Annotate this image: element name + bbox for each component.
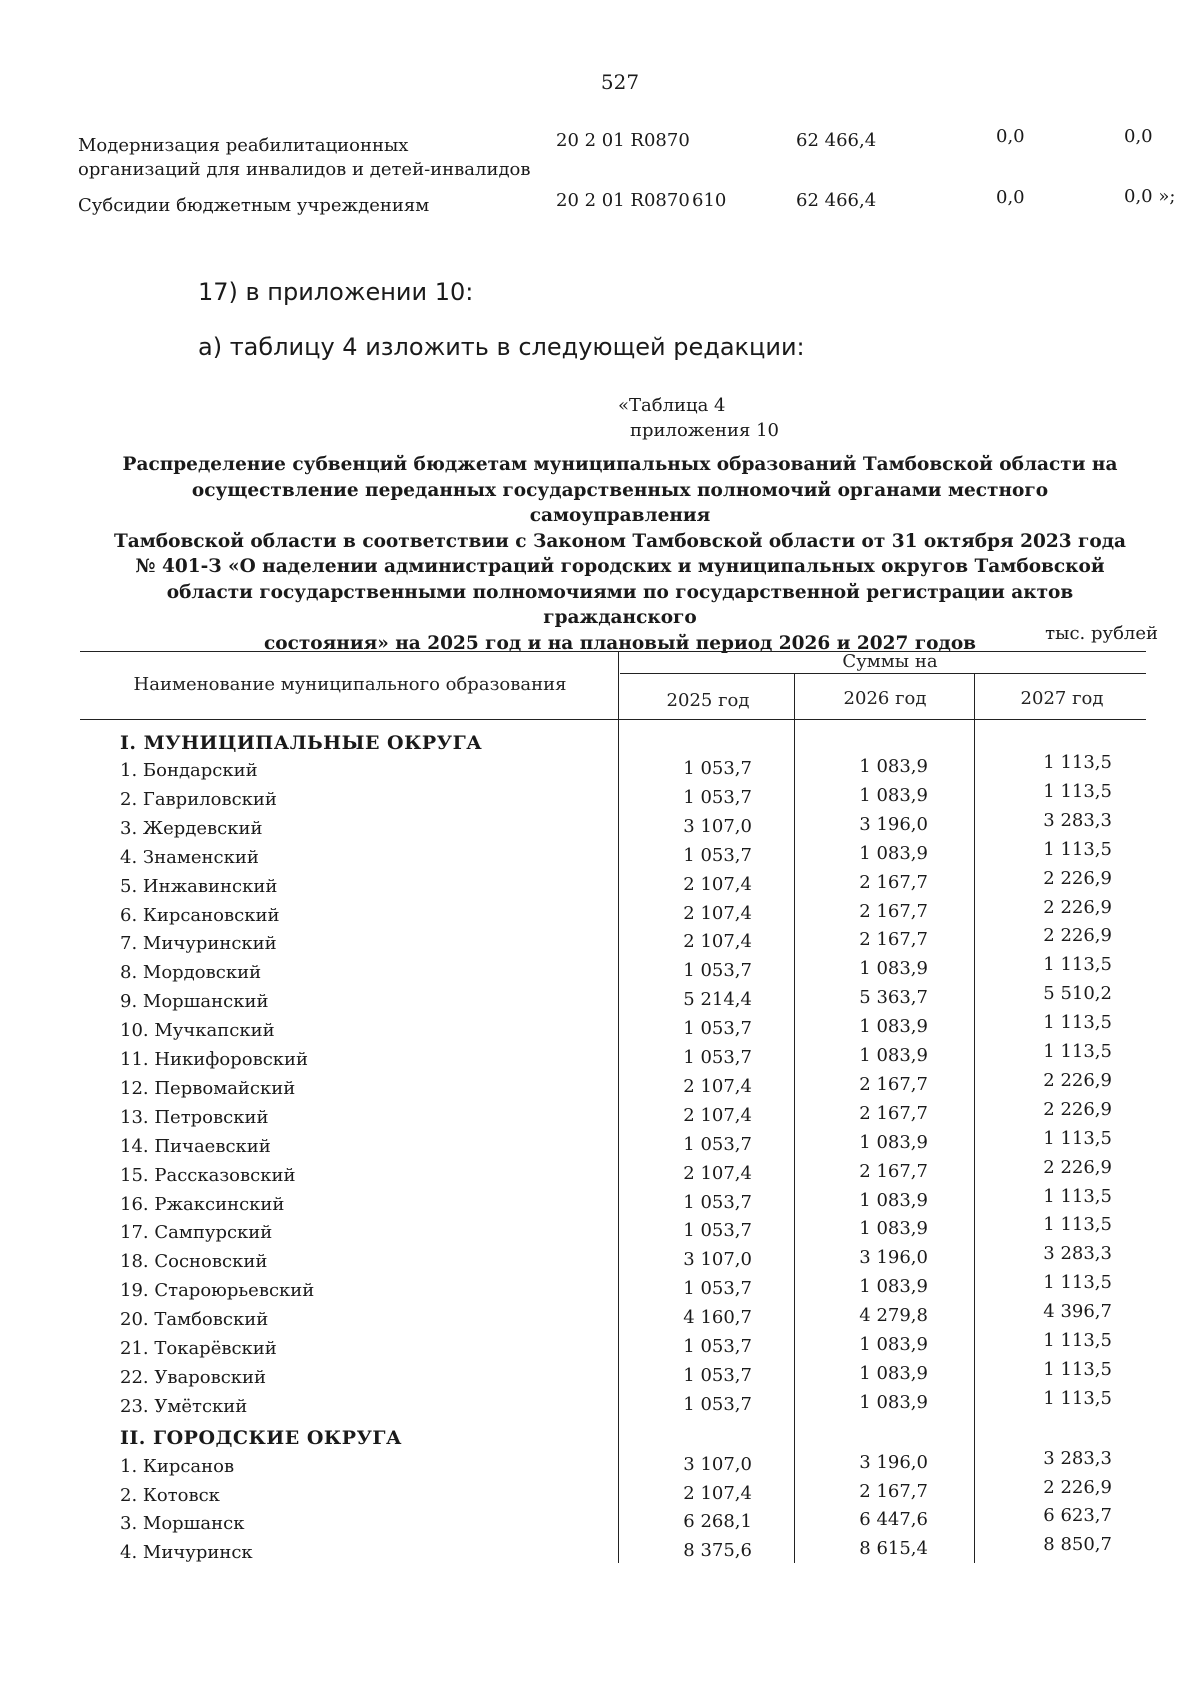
paragraph-item: 17) в приложении 10: [198, 278, 474, 306]
title-line: Тамбовской области в соответствии с Законом Тамбовской области от 31 октября 2023 года [113, 530, 1127, 552]
value-2027: 1 113,5 [1043, 1387, 1112, 1409]
district-name: 3. Моршанск [120, 1513, 245, 1535]
value-2026: 1 083,9 [859, 1189, 928, 1211]
column-header-2027: 2027 год [1020, 688, 1104, 709]
table-row [0, 1243, 1200, 1280]
district-name: 21. Токарёвский [120, 1338, 277, 1359]
value-2026: 1 083,9 [859, 1131, 928, 1153]
document-title [100, 452, 1140, 656]
table-row [0, 1214, 1200, 1251]
table-row [0, 1127, 1200, 1165]
value-2026: 1 083,9 [859, 756, 928, 777]
value-2026: 1 083,9 [859, 1362, 928, 1384]
table-row [0, 983, 1200, 1020]
column-header-sums: Суммы на [842, 651, 938, 672]
value-2027: 1 113,5 [1043, 1185, 1112, 1207]
district-name: 13. Петровский [120, 1106, 269, 1128]
value-2027: 4 396,7 [1043, 1301, 1112, 1323]
value-2025: 2 107,4 [683, 1482, 752, 1504]
section-heading-urban: II. ГОРОДСКИЕ ОКРУГА [120, 1426, 402, 1449]
top-row-name-line2: организаций для инвалидов и детей-инвалидов [78, 159, 531, 180]
value-2027: 2 226,9 [1043, 1156, 1112, 1178]
district-name: 3. Жердевский [120, 817, 263, 839]
value-2025: 1 053,7 [683, 1220, 752, 1242]
table-row [0, 1272, 1200, 1309]
value-2026: 1 083,9 [859, 1334, 928, 1355]
value-2027: 1 113,5 [1043, 954, 1112, 976]
value-2025: 1 053,7 [683, 844, 752, 866]
value-2027: 2 226,9 [1043, 1476, 1112, 1498]
value-2026: 2 167,7 [859, 1073, 928, 1095]
value-2026: 2 167,7 [859, 900, 928, 922]
value-2025: 1 053,7 [683, 758, 752, 779]
table-row [0, 1358, 1200, 1396]
table-row [0, 954, 1200, 991]
top-row-amount: 62 466,4 [796, 190, 877, 211]
table-header-bottom-border [80, 719, 1146, 720]
value-2027: 1 113,5 [1043, 1041, 1112, 1062]
table-row [0, 1156, 1200, 1194]
district-name: 15. Рассказовский [120, 1164, 296, 1186]
value-2026: 1 083,9 [859, 784, 928, 806]
district-name: 5. Инжавинский [120, 875, 278, 897]
value-2026: 1 083,9 [859, 958, 928, 980]
district-name: 20. Тамбовский [120, 1309, 269, 1331]
district-name: 2. Котовск [120, 1484, 220, 1506]
value-2026: 2 167,7 [859, 1160, 928, 1182]
table-caption [618, 393, 779, 443]
value-2026: 1 083,9 [859, 1391, 928, 1413]
value-2025: 3 107,0 [683, 1453, 752, 1475]
title-line: Распределение субвенций бюджетам муниципальных образований Тамбовской области на [122, 454, 1118, 475]
value-2027: 2 226,9 [1043, 1098, 1112, 1120]
district-name: 9. Моршанский [120, 991, 269, 1013]
value-2025: 3 107,0 [683, 1249, 752, 1271]
district-name: 1. Бондарский [120, 760, 258, 781]
value-2025: 3 107,0 [683, 815, 752, 837]
district-name: 17. Сампурский [120, 1222, 273, 1244]
title-line: состояния» на 2025 год и на плановый период 2026 и 2027 годов [263, 632, 977, 654]
value-2025: 2 107,4 [683, 873, 752, 895]
top-row-value-3: 0,0 »; [1124, 186, 1176, 207]
table-row [0, 752, 1200, 789]
table-row [0, 809, 1200, 847]
value-2027: 5 510,2 [1043, 983, 1112, 1005]
table-row [0, 1505, 1200, 1542]
top-row-name-line1: Модернизация реабилитационных [78, 135, 409, 156]
table-row [0, 1041, 1200, 1078]
section-heading-municipal: I. МУНИЦИПАЛЬНЫЕ ОКРУГА [120, 732, 483, 754]
district-name: 4. Знаменский [120, 846, 259, 868]
district-name: 8. Мордовский [120, 962, 262, 984]
title-line: области государственными полномочиями по государственной регистрации актов гражданского [166, 581, 1074, 628]
value-2027: 6 623,7 [1043, 1505, 1112, 1527]
top-row-amount: 62 466,4 [796, 130, 877, 151]
paragraph-subitem: а) таблицу 4 изложить в следующей редакции: [198, 333, 805, 361]
value-2025: 1 053,7 [683, 1047, 752, 1068]
value-2026: 1 083,9 [859, 1045, 928, 1066]
value-2026: 1 083,9 [859, 1016, 928, 1038]
value-2025: 1 053,7 [683, 1278, 752, 1300]
top-row-vr: 610 [692, 190, 727, 211]
column-header-2026: 2026 год [843, 688, 927, 709]
table-row [0, 1012, 1200, 1049]
value-2027: 1 113,5 [1043, 780, 1112, 802]
value-2026: 1 083,9 [859, 842, 928, 864]
table-caption-line1: «Таблица 4 [618, 395, 726, 416]
top-row-name: Субсидии бюджетным учреждениям [78, 195, 430, 216]
district-name: 6. Кирсановский [120, 904, 280, 926]
value-2027: 1 113,5 [1043, 1330, 1112, 1351]
value-2026: 4 279,8 [859, 1305, 928, 1327]
value-2027: 3 283,3 [1043, 1243, 1112, 1265]
district-name: 11. Никифоровский [120, 1049, 309, 1070]
value-2027: 1 113,5 [1043, 1127, 1112, 1149]
unit-label: тыс. рублей [1045, 623, 1158, 644]
title-line: осуществление переданных государственных полномочий органами местного самоуправления [191, 479, 1049, 526]
value-2025: 1 053,7 [683, 1191, 752, 1213]
value-2027: 1 113,5 [1043, 1214, 1112, 1236]
district-name: 18. Сосновский [120, 1251, 268, 1273]
value-2026: 2 167,7 [859, 1480, 928, 1502]
value-2027: 2 226,9 [1043, 867, 1112, 889]
table-row [0, 1476, 1200, 1514]
district-name: 19. Староюрьевский [120, 1280, 315, 1302]
top-row-code: 20 2 01 R0870 [556, 190, 690, 211]
value-2026: 1 083,9 [859, 1218, 928, 1240]
value-2025: 5 214,4 [683, 989, 752, 1011]
table-row [0, 1387, 1200, 1425]
district-name: 4. Мичуринск [120, 1542, 253, 1564]
value-2025: 1 053,7 [683, 786, 752, 808]
table-row [0, 1069, 1200, 1107]
value-2026: 6 447,6 [859, 1509, 928, 1531]
value-2027: 1 113,5 [1043, 752, 1112, 773]
top-row-name [78, 134, 558, 182]
district-name: 7. Мичуринский [120, 933, 277, 955]
value-2027: 3 283,3 [1043, 1447, 1112, 1469]
column-header-2025: 2025 год [666, 690, 750, 711]
title-line: № 401-З «О наделении администраций городских и муниципальных округов Тамбовской [135, 556, 1105, 577]
value-2026: 3 196,0 [859, 1451, 928, 1473]
value-2025: 2 107,4 [683, 1162, 752, 1184]
value-2027: 1 113,5 [1043, 1012, 1112, 1034]
value-2025: 1 053,7 [683, 960, 752, 982]
value-2026: 3 196,0 [859, 813, 928, 835]
value-2027: 8 850,7 [1043, 1534, 1112, 1556]
value-2025: 1 053,7 [683, 1364, 752, 1386]
table-row [0, 780, 1200, 818]
value-2026: 8 615,4 [859, 1538, 928, 1560]
value-2025: 8 375,6 [683, 1540, 752, 1562]
value-2025: 2 107,4 [683, 902, 752, 924]
value-2027: 2 226,9 [1043, 1069, 1112, 1091]
district-name: 16. Ржаксинский [120, 1193, 285, 1215]
table-subheader-border [620, 673, 1146, 674]
table-caption-line2: приложения 10 [630, 420, 779, 441]
table-row [0, 1301, 1200, 1338]
value-2026: 3 196,0 [859, 1247, 928, 1269]
table-row [0, 1185, 1200, 1223]
value-2025: 1 053,7 [683, 1018, 752, 1040]
table-row [0, 867, 1200, 905]
value-2026: 1 083,9 [859, 1276, 928, 1298]
value-2026: 2 167,7 [859, 1102, 928, 1124]
value-2027: 1 113,5 [1043, 1358, 1112, 1380]
value-2026: 2 167,7 [859, 871, 928, 893]
column-header-name: Наименование муниципального образования [133, 674, 567, 695]
value-2025: 2 107,4 [683, 1104, 752, 1126]
top-row-code: 20 2 01 R0870 [556, 130, 690, 151]
district-name: 12. Первомайский [120, 1077, 296, 1099]
district-name: 1. Кирсанов [120, 1455, 235, 1477]
value-2025: 1 053,7 [683, 1133, 752, 1155]
district-name: 23. Умётский [120, 1395, 248, 1417]
value-2026: 2 167,7 [859, 929, 928, 951]
value-2027: 2 226,9 [1043, 896, 1112, 918]
district-name: 22. Уваровский [120, 1366, 267, 1388]
district-name: 14. Пичаевский [120, 1135, 271, 1157]
table-row [0, 925, 1200, 962]
table-row [0, 838, 1200, 876]
table-row [0, 896, 1200, 934]
value-2027: 1 113,5 [1043, 838, 1112, 860]
value-2025: 2 107,4 [683, 1075, 752, 1097]
top-row-value-3: 0,0 [1124, 126, 1153, 147]
table-row [0, 1098, 1200, 1136]
value-2025: 1 053,7 [683, 1393, 752, 1415]
value-2027: 3 283,3 [1043, 809, 1112, 831]
district-name: 10. Мучкапский [120, 1020, 275, 1042]
page-number: 527 [600, 70, 640, 94]
value-2026: 5 363,7 [859, 987, 928, 1009]
value-2025: 6 268,1 [683, 1511, 752, 1533]
value-2025: 4 160,7 [683, 1307, 752, 1329]
district-name: 2. Гавриловский [120, 788, 277, 810]
top-row-value-2: 0,0 [996, 126, 1025, 147]
table-row [0, 1330, 1200, 1367]
value-2025: 1 053,7 [683, 1336, 752, 1357]
table-row [0, 1534, 1200, 1571]
table-row [0, 1447, 1200, 1485]
value-2027: 2 226,9 [1043, 925, 1112, 947]
value-2027: 1 113,5 [1043, 1272, 1112, 1294]
value-2025: 2 107,4 [683, 931, 752, 953]
top-row-value-2: 0,0 [996, 187, 1025, 208]
